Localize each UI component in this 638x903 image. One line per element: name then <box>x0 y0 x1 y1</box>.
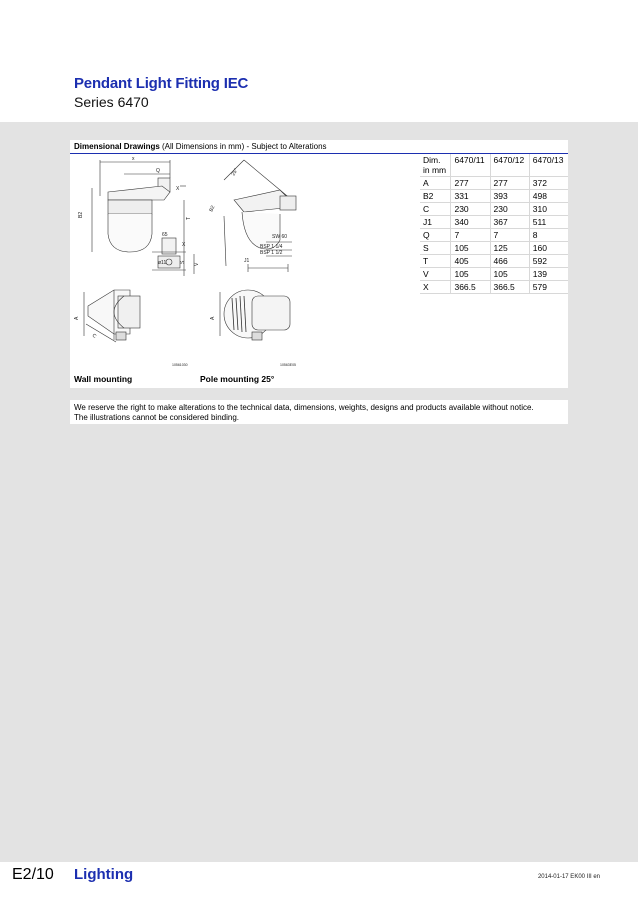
panel-heading-rest: (All Dimensions in mm) - Subject to Alterations <box>159 142 327 151</box>
table-cell: 277 <box>490 177 529 190</box>
table-cell: 160 <box>529 242 568 255</box>
table-cell: 230 <box>490 203 529 216</box>
table-row <box>420 242 568 255</box>
panel-heading-bold: Dimensional Drawings <box>74 142 160 151</box>
footer-doc-code: 2014-01-17 EK00 III en <box>537 874 600 880</box>
table-cell: 230 <box>451 203 490 216</box>
dimensional-drawing <box>74 156 412 368</box>
table-cell: 372 <box>529 177 568 190</box>
label-q: Q <box>156 168 160 174</box>
label-b2-left: B2 <box>78 211 84 218</box>
table-cell: 405 <box>451 255 490 268</box>
table-header-cell: 6470/12 <box>490 154 529 177</box>
label-t: T <box>186 216 192 220</box>
label-angle: 25° <box>230 167 240 177</box>
label-bsp2: BSP 1 1/2 <box>260 250 283 256</box>
label-x-big: X <box>176 186 180 192</box>
table-cell: 277 <box>451 177 490 190</box>
table-cell: 466 <box>490 255 529 268</box>
table-cell: 8 <box>529 229 568 242</box>
table-cell: 393 <box>490 190 529 203</box>
drawing-ref-1: 10561030 <box>172 363 188 367</box>
label-diameter: ø11 <box>158 260 167 266</box>
table-cell: 310 <box>529 203 568 216</box>
table-cell: J1 <box>420 216 451 229</box>
table-cell: 579 <box>529 281 568 294</box>
table-row <box>420 229 568 242</box>
disclaimer-notice <box>70 400 568 424</box>
table-header-cell: 6470/11 <box>451 154 490 177</box>
label-65: 65 <box>162 232 168 238</box>
table-row <box>420 203 568 216</box>
dimensional-drawings-panel <box>70 140 568 388</box>
label-v: V <box>194 262 200 266</box>
table-header-cell: 6470/13 <box>529 154 568 177</box>
disclaimer-line-2: The illustrations cannot be considered binding. <box>74 412 239 422</box>
table-cell: 340 <box>451 216 490 229</box>
table-cell: 139 <box>529 268 568 281</box>
table-cell: B2 <box>420 190 451 203</box>
label-a-pole: A <box>210 316 216 320</box>
dimension-table <box>420 154 568 294</box>
table-header-cell: Dim. in mm <box>420 154 451 177</box>
table-row <box>420 190 568 203</box>
table-cell: 367 <box>490 216 529 229</box>
table-row <box>420 268 568 281</box>
table-cell: S <box>420 242 451 255</box>
label-j1: J1 <box>244 258 250 264</box>
table-row <box>420 255 568 268</box>
label-s: S <box>180 260 186 264</box>
table-cell: 7 <box>451 229 490 242</box>
panel-heading <box>70 140 568 154</box>
table-row <box>420 216 568 229</box>
caption-wall-mounting: Wall mounting <box>74 374 133 384</box>
label-b2-pole: B2 <box>208 204 217 213</box>
table-cell: 498 <box>529 190 568 203</box>
table-cell: 105 <box>451 242 490 255</box>
label-c: C <box>90 332 98 340</box>
table-cell: 366.5 <box>451 281 490 294</box>
label-bsp1: BSP 1 1/4 <box>260 244 283 250</box>
page-title: Pendant Light Fitting IEC <box>74 75 249 92</box>
label-a-wall: A <box>74 316 80 320</box>
label-sw60: SW 60 <box>272 234 288 240</box>
drawing-ref-2: 10563E05 <box>280 363 296 367</box>
table-cell: V <box>420 268 451 281</box>
label-x: x <box>132 156 135 162</box>
table-cell: C <box>420 203 451 216</box>
table-cell: 125 <box>490 242 529 255</box>
footer-page-number: E2/10 <box>12 866 54 883</box>
table-cell: A <box>420 177 451 190</box>
table-cell: Q <box>420 229 451 242</box>
table-cell: T <box>420 255 451 268</box>
table-cell: 331 <box>451 190 490 203</box>
table-cell: 511 <box>529 216 568 229</box>
table-cell: 105 <box>490 268 529 281</box>
table-cell: 592 <box>529 255 568 268</box>
disclaimer-line-1: We reserve the right to make alterations to the technical data, dimensions, weights, designs and products available without notice. <box>74 403 534 412</box>
table-cell: 7 <box>490 229 529 242</box>
series-subtitle: Series 6470 <box>74 94 149 110</box>
table-row <box>420 177 568 190</box>
table-row <box>420 281 568 294</box>
table-header-row <box>420 154 568 177</box>
caption-pole-mounting: Pole mounting 25° <box>200 374 275 384</box>
label-x-small: X <box>182 242 186 248</box>
footer-section-title: Lighting <box>74 866 134 883</box>
table-cell: 105 <box>451 268 490 281</box>
table-cell: 366.5 <box>490 281 529 294</box>
table-cell: X <box>420 281 451 294</box>
